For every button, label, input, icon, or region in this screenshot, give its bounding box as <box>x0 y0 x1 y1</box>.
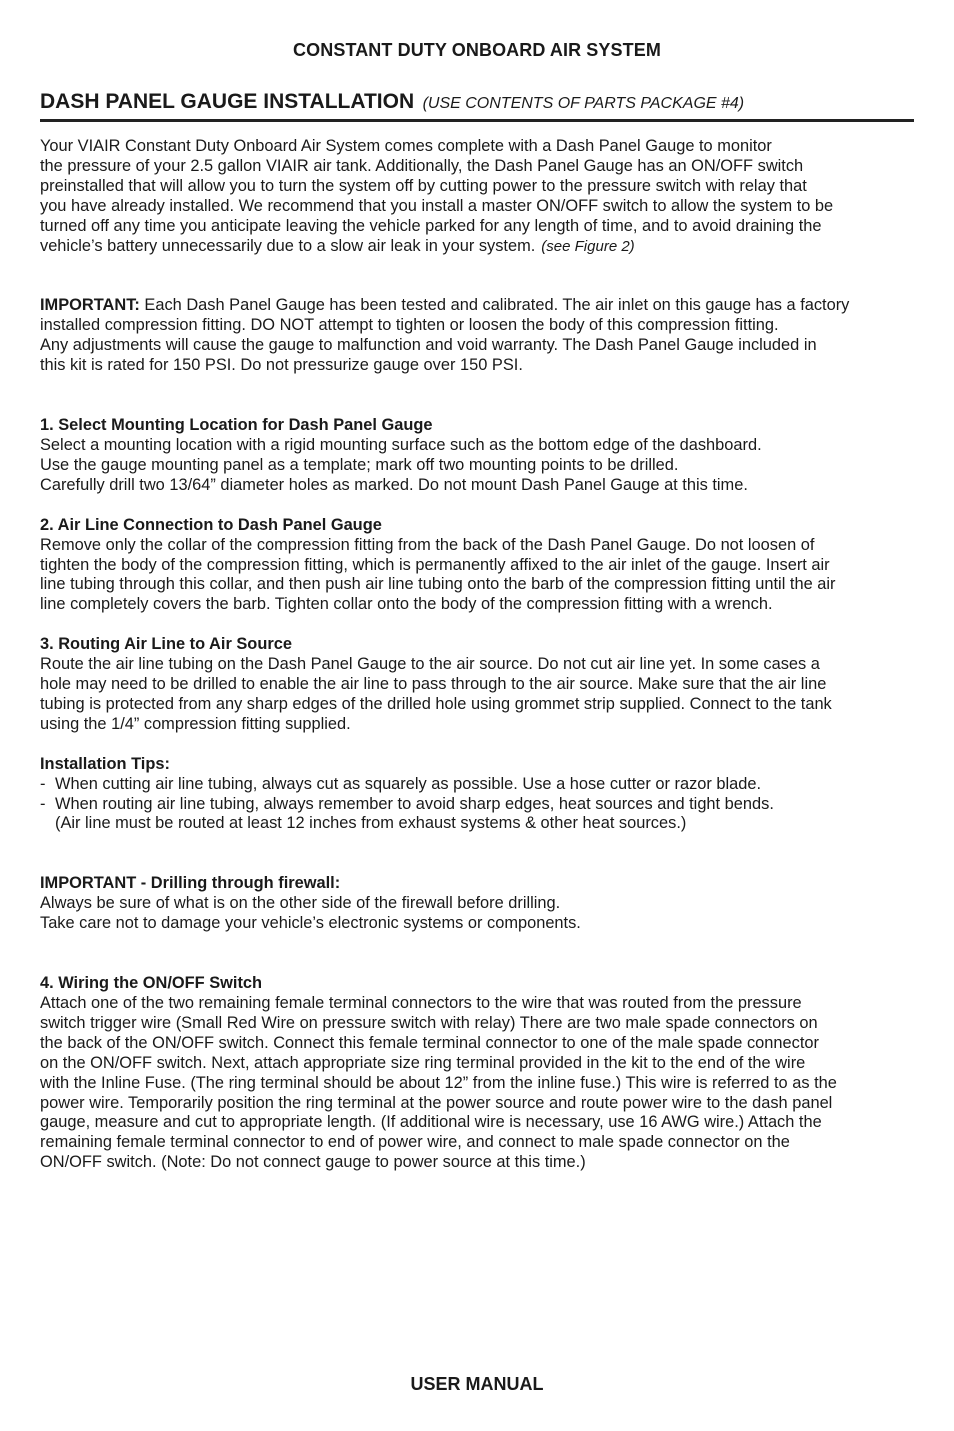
bullet-dash: - <box>40 794 46 813</box>
important-notice <box>40 296 914 376</box>
step-1-line: Select a mounting location with a rigid mounting surface such as the bottom edge of the dashboard. <box>40 435 762 454</box>
step-2-line: tighten the body of the compression fitting, which is permanently affixed to the air inlet of the gauge. Insert air <box>40 555 830 574</box>
intro-line: the pressure of your 2.5 gallon VIAIR air tank. Additionally, the Dash Panel Gauge has an ON/OFF switch <box>40 156 804 175</box>
intro-line-last <box>40 237 914 257</box>
step-3-line: hole may need to be drilled to enable the air line to pass through to the air source. Make sure that the air line <box>40 675 827 694</box>
section-heading <box>40 90 914 122</box>
tip-item <box>40 795 914 815</box>
firewall-warning-title: IMPORTANT - Drilling through firewall: <box>40 874 341 893</box>
step-3-line: tubing is protected from any sharp edges of the drilled hole using grommet strip supplied. Connect to the tank <box>40 694 832 713</box>
step-3-title: 3. Routing Air Line to Air Source <box>40 635 292 654</box>
instructions-body <box>40 137 914 1173</box>
intro-line: you have already installed. We recommend that you install a master ON/OFF switch to allow the system to be <box>40 196 834 215</box>
step-2-title: 2. Air Line Connection to Dash Panel Gauge <box>40 515 382 534</box>
firewall-warning-line: Take care not to damage your vehicle’s electronic systems or components. <box>40 914 581 933</box>
important-line: installed compression fitting. DO NOT attempt to tighten or loosen the body of this compression fitting. <box>40 316 779 335</box>
firewall-warning-section <box>40 874 914 934</box>
step-3-line: using the 1/4” compression fitting supplied. <box>40 714 351 733</box>
step-4-line: with the Inline Fuse. (The ring terminal should be about 12” from the inline fuse.) This wire is referred to as the <box>40 1073 837 1092</box>
step-1-section <box>40 416 914 496</box>
step-2-line: line completely covers the barb. Tighten collar onto the body of the compression fitting with a wrench. <box>40 595 773 614</box>
section-title: DASH PANEL GAUGE INSTALLATION <box>40 90 415 113</box>
step-3-section <box>40 635 914 735</box>
important-line-first <box>40 296 914 316</box>
footer-label: USER MANUAL <box>410 1374 544 1394</box>
important-line: this kit is rated for 150 PSI. Do not pressurize gauge over 150 PSI. <box>40 356 523 375</box>
step-3-line: Route the air line tubing on the Dash Panel Gauge to the air source. Do not cut air line yet. In some cases a <box>40 655 820 674</box>
intro-line: Your VIAIR Constant Duty Onboard Air System comes complete with a Dash Panel Gauge to monitor <box>40 137 772 155</box>
step-2-line: Remove only the collar of the compression fitting from the back of the Dash Panel Gauge. Do not loosen of <box>40 535 815 554</box>
step-4-line: switch trigger wire (Small Red Wire on pressure switch with relay) There are two male spade connectors on <box>40 1013 818 1032</box>
step-2-line: line tubing through this collar, and then push air line tubing onto the barb of the compression fitting until the air <box>40 575 836 594</box>
step-4-title: 4. Wiring the ON/OFF Switch <box>40 974 263 993</box>
tip-text: When cutting air line tubing, always cut as squarely as possible. Use a hose cutter or razor blade. <box>55 774 762 793</box>
tip-text: When routing air line tubing, always remember to avoid sharp edges, heat sources and tight bends. <box>55 794 774 813</box>
installation-tips-section <box>40 755 914 835</box>
step-4-section <box>40 974 914 1173</box>
intro-line: preinstalled that will allow you to turn the system off by cutting power to the pressure switch with relay that <box>40 176 807 195</box>
step-1-line: Use the gauge mounting panel as a template; mark off two mounting points to be drilled. <box>40 455 679 474</box>
document-title: CONSTANT DUTY ONBOARD AIR SYSTEM <box>293 40 661 60</box>
step-1-line: Carefully drill two 13/64” diameter holes as marked. Do not mount Dash Panel Gauge at this time. <box>40 475 748 494</box>
section-subtitle: (USE CONTENTS OF PARTS PACKAGE #4) <box>422 95 745 112</box>
step-1-title: 1. Select Mounting Location for Dash Panel Gauge <box>40 416 433 435</box>
tips-title: Installation Tips: <box>40 754 170 773</box>
step-4-line: on the ON/OFF switch. Next, attach appropriate size ring terminal provided in the kit to the end of the wire <box>40 1053 806 1072</box>
step-4-line: gauge, measure and cut to appropriate length. (If additional wire is necessary, use 16 AWG wire.) Attach the <box>40 1113 822 1132</box>
intro-paragraph <box>40 137 914 256</box>
bullet-dash: - <box>40 774 46 793</box>
figure-reference: (see Figure 2) <box>541 237 635 255</box>
step-4-line: power wire. Temporarily position the ring terminal at the power source and route power wire to the dash panel <box>40 1093 833 1112</box>
firewall-warning-line: Always be sure of what is on the other side of the firewall before drilling. <box>40 894 561 913</box>
important-label: IMPORTANT: <box>40 296 140 315</box>
important-line: Any adjustments will cause the gauge to malfunction and void warranty. The Dash Panel Gauge included in <box>40 336 817 355</box>
step-2-section <box>40 516 914 616</box>
intro-line: turned off any time you anticipate leaving the vehicle parked for any length of time, and to avoid draining the <box>40 216 822 235</box>
important-line: Each Dash Panel Gauge has been tested and calibrated. The air inlet on this gauge has a factory <box>144 296 850 315</box>
step-4-line: remaining female terminal connector to end of power wire, and connect to male spade connector on the <box>40 1133 790 1152</box>
step-4-line: ON/OFF switch. (Note: Do not connect gauge to power source at this time.) <box>40 1153 586 1172</box>
tip-item <box>40 775 914 795</box>
step-4-line: Attach one of the two remaining female terminal connectors to the wire that was routed from the pressure <box>40 994 802 1012</box>
step-4-line: the back of the ON/OFF switch. Connect this female terminal connector to one of the male spade connector <box>40 1033 819 1052</box>
intro-line: vehicle’s battery unnecessarily due to a slow air leak in your system. <box>40 236 536 255</box>
tip-continuation: (Air line must be routed at least 12 inches from exhaust systems & other heat sources.) <box>55 814 687 833</box>
